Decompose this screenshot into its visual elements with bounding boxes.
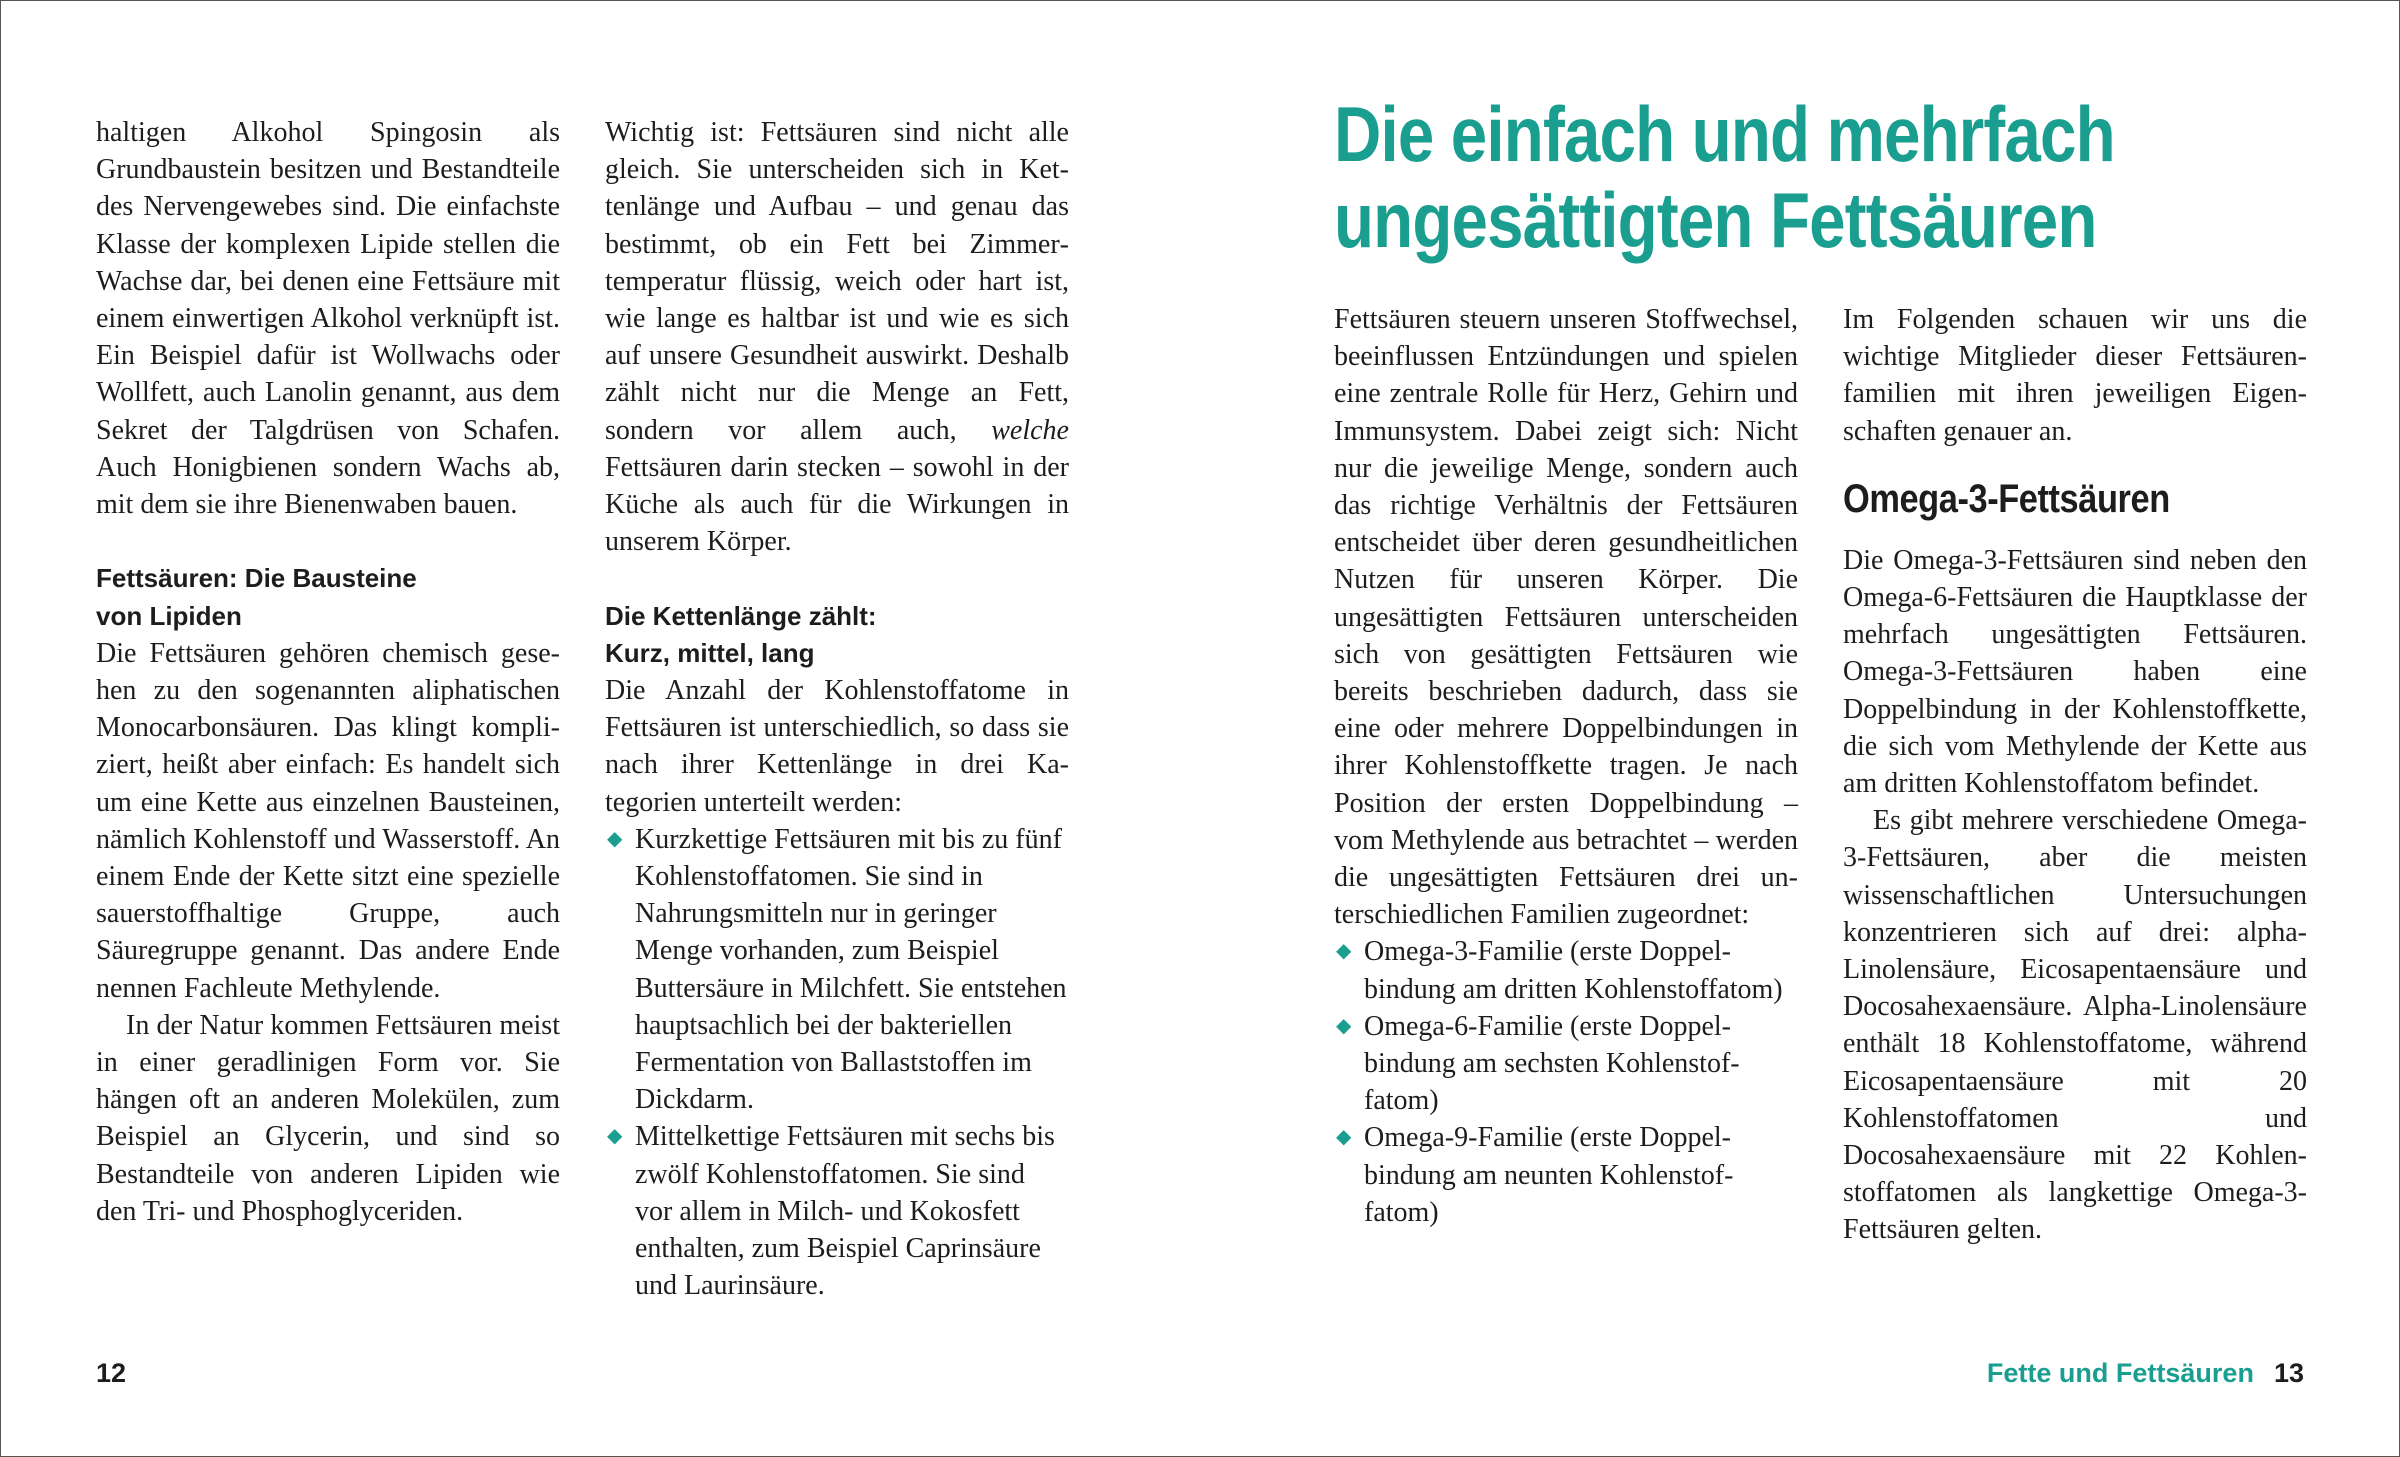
heading-line: Kurz, mittel, lang (605, 637, 815, 668)
page-footer-right (1987, 1356, 2304, 1390)
list-item-text: Mittelkettige Fettsäuren mit sechs bis zwölf Kohlenstoffatomen. Sie sind vor allem in Milch- und Kokosfett enthalten, zum Beispiel Caprinsäure und Laurinsäure. (635, 1121, 1055, 1302)
headline-line: Die einfach und mehrfach (1334, 90, 2115, 178)
list-item-text: Omega-9-Familie (erste Doppelbindung am neunten Kohlenstoffatom) (1364, 1122, 1734, 1228)
right-page-column-1 (1334, 301, 1798, 1231)
page-number-left: 12 (96, 1358, 127, 1388)
headline-line: ungesättigten Fettsäuren (1334, 176, 2097, 264)
paragraph: In der Natur kommen Fettsäuren meist in einer geradlinigen Form vor. Sie hängen oft an anderen Molekülen, zum Beispiel an Glycerin, und sind so Bestandteile von anderen Lipiden wie den Tri- und Phosphoglyceriden. (96, 1009, 560, 1227)
section-heading (96, 560, 560, 634)
chapter-headline (1334, 91, 2174, 263)
paragraph: Die Fettsäuren gehören chemisch gesehen zu den sogenannten aliphatischen Monocarbonsäuren. Das klingt kompliziert, heißt aber einfach: Es handelt sich um eine Kette aus einzelnen Bausteinen, nämlich Kohlenstoff und Wasserstoff. An einem Ende der Kette sitzt eine spezielle sauerstoffhaltige Gruppe, auch Säuregruppe genannt. Das andere Ende nennen Fachleute Methylende. (96, 637, 560, 1004)
diamond-bullet-icon: ◆ (1336, 1126, 1352, 1149)
paragraph: Die Omega-3-Fettsäuren sind neben den Omega-6-Fettsäuren die Hauptklasse der mehrfach ungesättigten Fettsäuren. Omega-3-Fettsäuren haben eine Doppelbindung in der Kohlenstoffkette, die sich vom Methylende der Kette aus am dritten Kohlenstoffatom befindet. (1843, 544, 2307, 800)
running-section-title: Fette und Fettsäuren (1986, 1358, 2254, 1388)
list-item (605, 821, 1069, 1119)
heading-line: Fettsäuren: Die Bausteine (96, 563, 417, 594)
diamond-bullet-icon: ◆ (607, 827, 623, 850)
list-item (1334, 933, 1798, 1007)
heading-line: von Lipiden (96, 600, 242, 631)
emphasis: welche (991, 414, 1069, 446)
bullet-list (1334, 933, 1798, 1231)
paragraph: haltigen Alkohol Spingosin als Grundbaustein besitzen und Bestandteile des Nervengewebes sind. Die einfachste Klasse der komplexen Lipide stellen die Wachse dar, bei denen eine Fettsäure mit einem einwertigen Alkohol verknüpft ist. Ein Beispiel dafür ist Wollwachs oder Wollfett, auch Lanolin genannt, aus dem Sekret der Talgdrüsen von Schafen. Auch Honigbienen sondern Wachs ab, mit dem sie ihre Bienenwaben bauen. (96, 117, 560, 521)
paragraph: Die Anzahl der Kohlenstoffatome in Fettsäuren ist unterschiedlich, so dass sie nach ihrer Kettenlänge in drei Kategorien unterteilt werden: (605, 675, 1069, 818)
paragraph (605, 114, 1069, 560)
list-item-text: Omega-6-Familie (erste Doppelbindung am sechsten Kohlenstoffatom) (1364, 1010, 1740, 1117)
list-item (605, 1118, 1069, 1304)
bullet-list (605, 821, 1069, 1305)
text-run: Wichtig ist: Fettsäuren sind nicht alle gleich. Sie unterscheiden sich in Kettenlänge und Aufbau – und genau das bestimmt, ob ein Fett bei Zimmertemperatur flüssig, weich oder hart ist, wie lange es haltbar ist und wie es sich auf unsere Gesundheit auswirkt. Deshalb zählt nicht nur die Menge an Fett, sondern vor allem auch, (605, 117, 1069, 446)
list-item (1334, 1119, 1798, 1231)
text-run: Fettsäuren darin stecken – sowohl in der Küche als auch für die Wirkungen in unserem Körper. (605, 451, 1069, 558)
right-page-column-2 (1843, 301, 2307, 1249)
page-number-right: 13 (2273, 1358, 2304, 1388)
left-page-column-2 (605, 114, 1069, 1304)
list-item (1334, 1008, 1798, 1120)
list-item-text: Kurzkettige Fettsäuren mit bis zu fünf Kohlenstoffatomen. Sie sind in Nahrungsmitteln nur in geringer Menge vorhanden, zum Beispiel Buttersäure in Milchfett. Sie entstehen hauptsachlich bei der bakteriellen Fermentation von Ballaststoffen im Dickdarm. (635, 823, 1067, 1116)
list-item-text: Omega-3-Familie (erste Doppelbindung am dritten Kohlenstoffatom) (1364, 936, 1783, 1005)
diamond-bullet-icon: ◆ (1336, 1014, 1352, 1037)
left-page-column-1 (96, 114, 560, 1230)
heading-line: Die Kettenlänge zählt: (605, 600, 877, 631)
diamond-bullet-icon: ◆ (1336, 940, 1352, 963)
paragraph: Es gibt mehrere verschiedene Omega-3-Fettsäuren, aber die meisten wissenschaftlichen Untersuchungen konzentrieren sich auf drei: alpha-Linolensäure, Eicosapentaensäure und Docosahexaensäure. Alpha-Linolensäure enthält 18 Kohlenstoffatome, während Eicosapentaensäure mit 20 Kohlenstoffatomen und Docosahexaensäure mit 22 Kohlenstoffatomen als langkettige Omega-3-Fettsäuren gelten. (1843, 805, 2307, 1246)
paragraph: Im Folgenden schauen wir uns die wichtige Mitglieder dieser Fettsäurenfamilien mit ihren jeweiligen Eigenschaften genauer an. (1843, 304, 2307, 447)
diamond-bullet-icon: ◆ (607, 1125, 623, 1148)
subheading: Omega-3-Fettsäuren (1843, 476, 2170, 521)
section-heading (605, 598, 1069, 672)
paragraph: Fettsäuren steuern unseren Stoffwechsel, beeinflussen Entzündungen und spielen eine zentrale Rolle für Herz, Gehirn und Immunsystem. Dabei zeigt sich: Nicht nur die jeweilige Menge, sondern auch das richtige Verhältnis der Fettsäuren entscheidet über deren gesundheitlichen Nutzen für unseren Körper. Die ungesättigten Fettsäuren unterscheiden sich von gesättigten Fettsäuren wie bereits beschrieben dadurch, dass sie eine oder mehrere Doppelbindungen in ihrer Kohlenstoffkette tragen. Je nach Position der ersten Doppelbindung – vom Methylende aus betrachtet – werden die ungesättigten Fettsäuren drei unterschiedlichen Familien zugeordnet: (1334, 304, 1798, 931)
